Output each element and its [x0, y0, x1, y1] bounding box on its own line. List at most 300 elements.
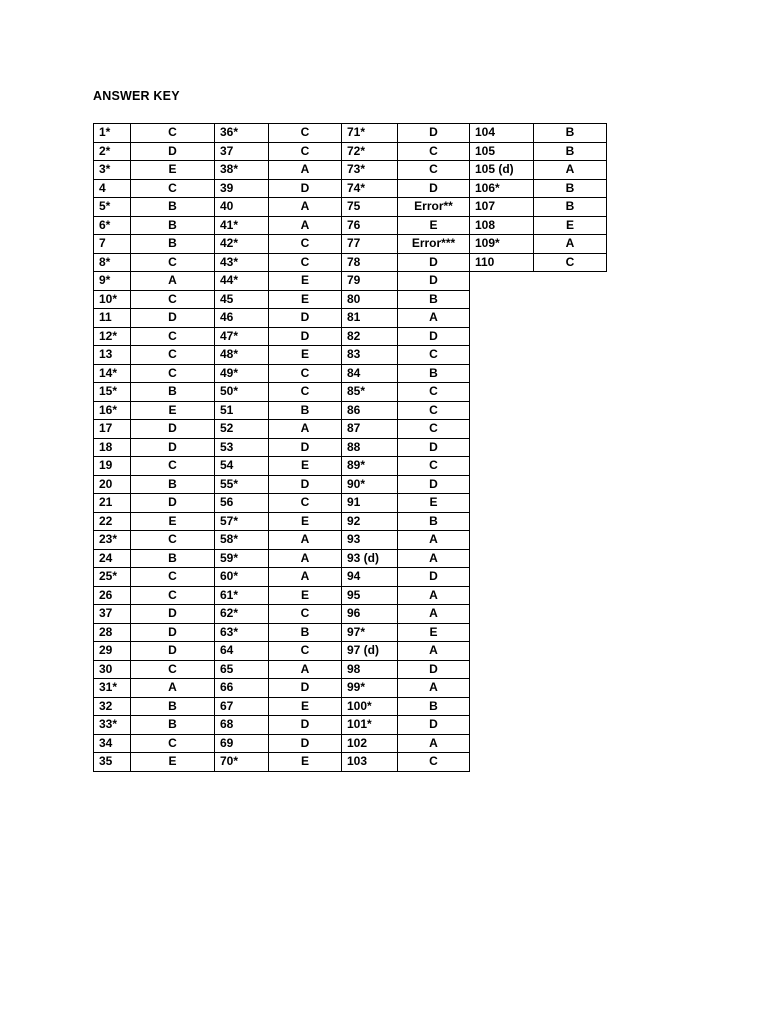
table-row	[215, 161, 342, 180]
question-number-cell: 1*	[94, 124, 131, 143]
table-row	[94, 531, 215, 550]
answer-cell: C	[269, 642, 342, 661]
question-number-cell: 88	[342, 438, 398, 457]
question-number-cell: 28	[94, 623, 131, 642]
table-row	[215, 383, 342, 402]
answer-cell: D	[131, 642, 215, 661]
answer-cell: C	[398, 142, 470, 161]
question-number-cell: 12*	[94, 327, 131, 346]
question-number-cell: 44*	[215, 272, 269, 291]
question-number-cell: 49*	[215, 364, 269, 383]
question-number-cell: 71*	[342, 124, 398, 143]
table-row	[470, 235, 607, 254]
table-row	[94, 697, 215, 716]
answer-cell: C	[269, 494, 342, 513]
question-number-cell: 59*	[215, 549, 269, 568]
question-number-cell: 63*	[215, 623, 269, 642]
table-row	[94, 475, 215, 494]
answer-cell: D	[398, 660, 470, 679]
table-row	[215, 290, 342, 309]
answer-cell: C	[269, 253, 342, 272]
table-row	[215, 734, 342, 753]
question-number-cell: 30	[94, 660, 131, 679]
table-row	[342, 124, 470, 143]
question-number-cell: 93	[342, 531, 398, 550]
table-row	[215, 253, 342, 272]
question-number-cell: 38*	[215, 161, 269, 180]
table-row	[342, 216, 470, 235]
answer-cell: A	[269, 549, 342, 568]
table-row	[342, 401, 470, 420]
answer-cell: D	[131, 420, 215, 439]
table-row	[215, 716, 342, 735]
answer-cell: C	[131, 179, 215, 198]
question-number-cell: 50*	[215, 383, 269, 402]
table-row	[215, 623, 342, 642]
question-number-cell: 66	[215, 679, 269, 698]
table-row	[215, 438, 342, 457]
table-row	[215, 272, 342, 291]
answer-cell: D	[131, 142, 215, 161]
answer-cell: B	[131, 383, 215, 402]
question-number-cell: 98	[342, 660, 398, 679]
answer-cell: E	[269, 512, 342, 531]
question-number-cell: 43*	[215, 253, 269, 272]
table-row	[215, 605, 342, 624]
table-row	[94, 142, 215, 161]
answer-cell: D	[398, 568, 470, 587]
question-number-cell: 104	[470, 124, 534, 143]
table-row	[94, 161, 215, 180]
table-row	[94, 401, 215, 420]
answer-cell: C	[131, 290, 215, 309]
question-number-cell: 29	[94, 642, 131, 661]
answer-cell: Error***	[398, 235, 470, 254]
table-row	[94, 586, 215, 605]
answer-cell: B	[398, 364, 470, 383]
question-number-cell: 40	[215, 198, 269, 217]
table-row	[342, 420, 470, 439]
answer-table-block-3	[341, 123, 470, 772]
answer-cell: B	[398, 512, 470, 531]
question-number-cell: 106*	[470, 179, 534, 198]
table-row	[215, 549, 342, 568]
question-number-cell: 57*	[215, 512, 269, 531]
table-row	[94, 327, 215, 346]
question-number-cell: 14*	[94, 364, 131, 383]
question-number-cell: 11	[94, 309, 131, 328]
answer-cell: D	[131, 438, 215, 457]
question-number-cell: 72*	[342, 142, 398, 161]
question-number-cell: 18	[94, 438, 131, 457]
question-number-cell: 75	[342, 198, 398, 217]
question-number-cell: 22	[94, 512, 131, 531]
table-row	[342, 327, 470, 346]
table-row	[342, 383, 470, 402]
table-row	[94, 642, 215, 661]
answer-cell: C	[398, 346, 470, 365]
answer-cell: C	[131, 457, 215, 476]
table-row	[215, 660, 342, 679]
table-row	[215, 346, 342, 365]
question-number-cell: 94	[342, 568, 398, 587]
table-row	[342, 605, 470, 624]
answer-cell: A	[398, 734, 470, 753]
table-row	[215, 179, 342, 198]
question-number-cell: 34	[94, 734, 131, 753]
question-number-cell: 6*	[94, 216, 131, 235]
answer-cell: C	[269, 383, 342, 402]
question-number-cell: 2*	[94, 142, 131, 161]
question-number-cell: 91	[342, 494, 398, 513]
table-row	[94, 216, 215, 235]
answer-cell: A	[269, 568, 342, 587]
question-number-cell: 21	[94, 494, 131, 513]
answer-cell: C	[398, 161, 470, 180]
answer-cell: A	[131, 679, 215, 698]
question-number-cell: 23*	[94, 531, 131, 550]
answer-cell: C	[269, 605, 342, 624]
answer-cell: C	[131, 253, 215, 272]
answer-cell: C	[398, 753, 470, 772]
question-number-cell: 32	[94, 697, 131, 716]
answer-cell: D	[131, 309, 215, 328]
table-row	[342, 198, 470, 217]
answer-cell: C	[131, 586, 215, 605]
question-number-cell: 93 (d)	[342, 549, 398, 568]
answer-cell: D	[269, 679, 342, 698]
table-row	[94, 679, 215, 698]
table-row	[342, 679, 470, 698]
answer-cell: B	[269, 623, 342, 642]
table-row	[94, 494, 215, 513]
question-number-cell: 105	[470, 142, 534, 161]
table-row	[342, 272, 470, 291]
table-row	[215, 124, 342, 143]
question-number-cell: 77	[342, 235, 398, 254]
question-number-cell: 61*	[215, 586, 269, 605]
question-number-cell: 80	[342, 290, 398, 309]
question-number-cell: 67	[215, 697, 269, 716]
table-row	[215, 568, 342, 587]
answer-cell: B	[131, 697, 215, 716]
answer-cell: D	[398, 179, 470, 198]
answer-cell: D	[131, 494, 215, 513]
answer-cell: B	[398, 697, 470, 716]
table-row	[94, 235, 215, 254]
question-number-cell: 9*	[94, 272, 131, 291]
table-row	[342, 179, 470, 198]
table-row	[215, 494, 342, 513]
question-number-cell: 31*	[94, 679, 131, 698]
question-number-cell: 53	[215, 438, 269, 457]
table-row	[94, 198, 215, 217]
table-row	[342, 457, 470, 476]
question-number-cell: 103	[342, 753, 398, 772]
table-row	[215, 309, 342, 328]
table-row	[470, 253, 607, 272]
answer-cell: A	[534, 235, 607, 254]
question-number-cell: 51	[215, 401, 269, 420]
answer-cell: E	[269, 272, 342, 291]
answer-cell: D	[269, 179, 342, 198]
question-number-cell: 105 (d)	[470, 161, 534, 180]
table-row	[342, 475, 470, 494]
question-number-cell: 26	[94, 586, 131, 605]
question-number-cell: 78	[342, 253, 398, 272]
answer-cell: C	[269, 124, 342, 143]
table-row	[215, 642, 342, 661]
table-row	[470, 198, 607, 217]
answer-cell: B	[534, 198, 607, 217]
table-row	[215, 586, 342, 605]
question-number-cell: 54	[215, 457, 269, 476]
question-number-cell: 79	[342, 272, 398, 291]
table-row	[470, 179, 607, 198]
question-number-cell: 25*	[94, 568, 131, 587]
answer-cell: E	[534, 216, 607, 235]
answer-table-block-2	[214, 123, 342, 772]
question-number-cell: 56	[215, 494, 269, 513]
table-row	[94, 753, 215, 772]
answer-cell: B	[131, 549, 215, 568]
answer-cell: C	[131, 364, 215, 383]
answer-cell: A	[398, 531, 470, 550]
question-number-cell: 101*	[342, 716, 398, 735]
table-row	[342, 512, 470, 531]
question-number-cell: 108	[470, 216, 534, 235]
question-number-cell: 36*	[215, 124, 269, 143]
table-row	[470, 161, 607, 180]
table-row	[342, 586, 470, 605]
answer-cell: D	[398, 327, 470, 346]
table-row	[215, 216, 342, 235]
answer-cell: D	[269, 734, 342, 753]
answer-cell: C	[534, 253, 607, 272]
answer-cell: D	[398, 272, 470, 291]
question-number-cell: 35	[94, 753, 131, 772]
question-number-cell: 24	[94, 549, 131, 568]
question-number-cell: 97 (d)	[342, 642, 398, 661]
table-row	[215, 327, 342, 346]
table-row	[342, 549, 470, 568]
answer-cell: D	[398, 716, 470, 735]
answer-cell: C	[398, 383, 470, 402]
question-number-cell: 55*	[215, 475, 269, 494]
answer-cell: C	[131, 327, 215, 346]
answer-cell: A	[269, 531, 342, 550]
question-number-cell: 15*	[94, 383, 131, 402]
answer-cell: C	[131, 531, 215, 550]
table-row	[215, 364, 342, 383]
answer-cell: E	[131, 512, 215, 531]
table-row	[215, 475, 342, 494]
answer-cell: C	[131, 568, 215, 587]
question-number-cell: 110	[470, 253, 534, 272]
question-number-cell: 52	[215, 420, 269, 439]
answer-cell: A	[398, 605, 470, 624]
question-number-cell: 58*	[215, 531, 269, 550]
table-row	[94, 179, 215, 198]
table-row	[342, 623, 470, 642]
question-number-cell: 81	[342, 309, 398, 328]
table-row	[342, 494, 470, 513]
question-number-cell: 37	[94, 605, 131, 624]
table-row	[94, 124, 215, 143]
question-number-cell: 95	[342, 586, 398, 605]
answer-cell: E	[398, 623, 470, 642]
answer-cell: E	[269, 697, 342, 716]
question-number-cell: 86	[342, 401, 398, 420]
answer-cell: A	[398, 642, 470, 661]
question-number-cell: 89*	[342, 457, 398, 476]
answer-cell: C	[269, 142, 342, 161]
answer-cell: C	[398, 401, 470, 420]
table-row	[215, 457, 342, 476]
answer-cell: A	[398, 679, 470, 698]
table-row	[342, 568, 470, 587]
question-number-cell: 102	[342, 734, 398, 753]
answer-cell: D	[131, 623, 215, 642]
answer-cell: D	[398, 475, 470, 494]
question-number-cell: 83	[342, 346, 398, 365]
table-row	[94, 549, 215, 568]
question-number-cell: 107	[470, 198, 534, 217]
answer-cell: E	[131, 161, 215, 180]
answer-cell: D	[269, 438, 342, 457]
table-row	[342, 531, 470, 550]
table-row	[470, 142, 607, 161]
answer-cell: D	[398, 253, 470, 272]
answer-cell: D	[269, 716, 342, 735]
table-row	[342, 753, 470, 772]
answer-cell: C	[398, 457, 470, 476]
answer-cell: A	[269, 660, 342, 679]
question-number-cell: 70*	[215, 753, 269, 772]
answer-cell: E	[269, 586, 342, 605]
question-number-cell: 5*	[94, 198, 131, 217]
answer-cell: C	[131, 734, 215, 753]
answer-cell: A	[398, 309, 470, 328]
question-number-cell: 17	[94, 420, 131, 439]
answer-cell: C	[398, 420, 470, 439]
table-row	[342, 161, 470, 180]
answer-cell: A	[398, 549, 470, 568]
answer-cell: E	[269, 290, 342, 309]
question-number-cell: 60*	[215, 568, 269, 587]
table-row	[94, 568, 215, 587]
question-number-cell: 64	[215, 642, 269, 661]
table-row	[342, 346, 470, 365]
question-number-cell: 13	[94, 346, 131, 365]
question-number-cell: 39	[215, 179, 269, 198]
page-title: ANSWER KEY	[93, 89, 180, 103]
table-row	[94, 346, 215, 365]
answer-cell: B	[269, 401, 342, 420]
table-row	[94, 383, 215, 402]
question-number-cell: 20	[94, 475, 131, 494]
answer-cell: D	[269, 309, 342, 328]
question-number-cell: 73*	[342, 161, 398, 180]
answer-cell: A	[269, 161, 342, 180]
answer-table-block-1	[93, 123, 215, 772]
table-row	[470, 124, 607, 143]
answer-cell: C	[269, 364, 342, 383]
table-row	[342, 309, 470, 328]
question-number-cell: 109*	[470, 235, 534, 254]
answer-cell: E	[398, 216, 470, 235]
question-number-cell: 69	[215, 734, 269, 753]
question-number-cell: 62*	[215, 605, 269, 624]
table-row	[342, 734, 470, 753]
table-row	[94, 420, 215, 439]
table-row	[342, 660, 470, 679]
question-number-cell: 4	[94, 179, 131, 198]
question-number-cell: 87	[342, 420, 398, 439]
answer-cell: A	[534, 161, 607, 180]
question-number-cell: 65	[215, 660, 269, 679]
question-number-cell: 33*	[94, 716, 131, 735]
answer-cell: B	[534, 179, 607, 198]
question-number-cell: 41*	[215, 216, 269, 235]
answer-cell: B	[534, 142, 607, 161]
answer-cell: D	[131, 605, 215, 624]
answer-cell: E	[269, 753, 342, 772]
table-row	[342, 235, 470, 254]
table-row	[94, 364, 215, 383]
question-number-cell: 97*	[342, 623, 398, 642]
table-row	[342, 290, 470, 309]
answer-cell: C	[131, 346, 215, 365]
table-row	[215, 420, 342, 439]
table-row	[215, 697, 342, 716]
table-row	[342, 364, 470, 383]
answer-cell: C	[269, 235, 342, 254]
answer-cell: D	[398, 438, 470, 457]
table-row	[94, 512, 215, 531]
question-number-cell: 85*	[342, 383, 398, 402]
table-row	[342, 697, 470, 716]
question-number-cell: 47*	[215, 327, 269, 346]
answer-cell: A	[269, 216, 342, 235]
table-row	[94, 457, 215, 476]
question-number-cell: 84	[342, 364, 398, 383]
table-row	[94, 623, 215, 642]
table-row	[94, 605, 215, 624]
table-row	[215, 401, 342, 420]
answer-cell: D	[398, 124, 470, 143]
answer-cell: C	[131, 124, 215, 143]
question-number-cell: 46	[215, 309, 269, 328]
answer-cell: E	[131, 753, 215, 772]
answer-cell: A	[398, 586, 470, 605]
answer-cell: B	[131, 216, 215, 235]
table-row	[94, 660, 215, 679]
question-number-cell: 45	[215, 290, 269, 309]
answer-cell: B	[131, 716, 215, 735]
table-row	[215, 235, 342, 254]
question-number-cell: 7	[94, 235, 131, 254]
question-number-cell: 48*	[215, 346, 269, 365]
table-row	[470, 216, 607, 235]
answer-cell: B	[398, 290, 470, 309]
table-row	[94, 309, 215, 328]
answer-cell: A	[269, 198, 342, 217]
answer-cell: A	[269, 420, 342, 439]
table-row	[215, 753, 342, 772]
question-number-cell: 37	[215, 142, 269, 161]
answer-cell: D	[269, 327, 342, 346]
